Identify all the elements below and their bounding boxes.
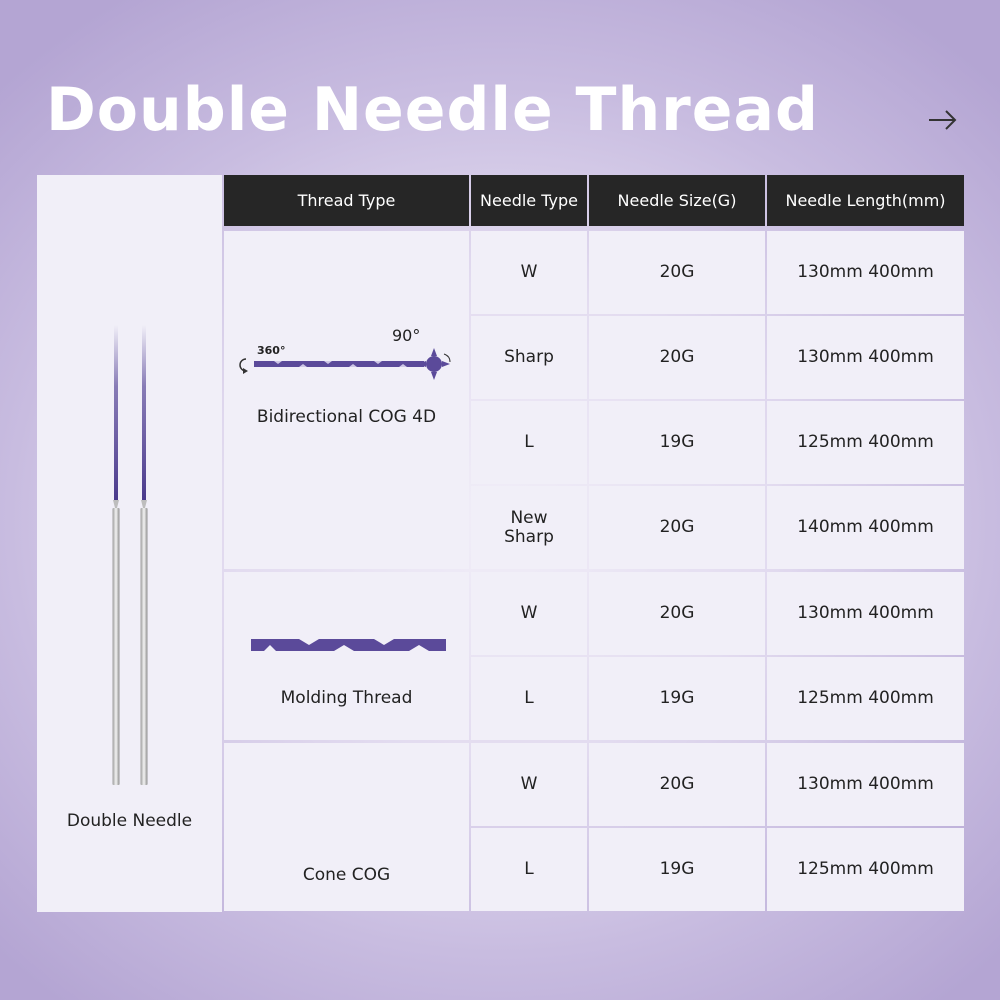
thread-type-label: Cone COG — [302, 865, 391, 885]
needle-type-cell — [471, 401, 587, 484]
arrow-right-icon[interactable] — [928, 108, 958, 132]
needle-length-cell — [767, 657, 964, 740]
angle-label: 90° — [392, 326, 421, 345]
needle-size-cell — [589, 572, 765, 655]
needle-size-cell — [589, 828, 765, 911]
needle-size-cell — [589, 316, 765, 399]
double-needle-label: Double Needle — [66, 811, 193, 831]
needle-length-text: 125mm 400mm — [797, 859, 934, 879]
needle-type-cell — [471, 828, 587, 911]
needle-type-text: W — [520, 603, 538, 623]
thread-type-label: Molding Thread — [280, 688, 413, 708]
needle-length-cell — [767, 828, 964, 911]
page-title: Double Needle Thread — [46, 75, 819, 145]
needle-type-text: W — [520, 774, 538, 794]
needle-size-text: 20G — [659, 517, 695, 537]
cog-4d-thread-diagram — [224, 321, 469, 391]
needle-size-text: 20G — [659, 347, 695, 367]
needle-size-text: 20G — [659, 774, 695, 794]
molding-thread-diagram — [224, 636, 469, 656]
needle-size-text: 19G — [659, 688, 695, 708]
needle-type-text: L — [524, 432, 534, 452]
needle-size-cell — [589, 486, 765, 569]
needle-type-text: W — [520, 262, 538, 282]
thread-type-cell — [224, 743, 469, 911]
needle-size-text: 20G — [659, 603, 695, 623]
thread-type-label: Bidirectional COG 4D — [256, 407, 437, 427]
needle-type-text: New Sharp — [504, 507, 554, 547]
header-needle-size: Needle Size(G) — [589, 175, 765, 226]
needle-type-cell — [471, 657, 587, 740]
needle-type-cell — [471, 231, 587, 314]
needle-length-cell — [767, 231, 964, 314]
needle-length-text: 130mm 400mm — [797, 262, 934, 282]
needle-size-text: 19G — [659, 859, 695, 879]
thread-type-cell — [224, 231, 469, 569]
needle-size-cell — [589, 743, 765, 826]
needle-length-text: 130mm 400mm — [797, 603, 934, 623]
needle-length-cell — [767, 486, 964, 569]
needle-length-text: 140mm 400mm — [797, 517, 934, 537]
needle-type-text: Sharp — [504, 347, 554, 367]
header-needle-type: Needle Type — [471, 175, 587, 226]
needle-length-text: 130mm 400mm — [797, 774, 934, 794]
header-needle-length: Needle Length(mm) — [767, 175, 964, 226]
thread-type-cell — [224, 572, 469, 740]
needle-size-text: 20G — [659, 262, 695, 282]
needle-size-cell — [589, 657, 765, 740]
needle-length-cell — [767, 401, 964, 484]
rotation-label: 360° — [257, 344, 286, 357]
double-needle-panel — [37, 175, 222, 912]
needle-length-text: 125mm 400mm — [797, 688, 934, 708]
needle-size-cell — [589, 401, 765, 484]
needle-size-text: 19G — [659, 432, 695, 452]
needle-length-text: 130mm 400mm — [797, 347, 934, 367]
needle-type-text: L — [524, 688, 534, 708]
needle-length-cell — [767, 316, 964, 399]
needle-type-text: L — [524, 859, 534, 879]
needle-type-cell — [471, 572, 587, 655]
double-needle-image — [37, 175, 222, 912]
needle-type-cell — [471, 743, 587, 826]
needle-type-cell — [471, 316, 587, 399]
needle-size-cell — [589, 231, 765, 314]
header-thread-type: Thread Type — [224, 175, 469, 226]
needle-length-text: 125mm 400mm — [797, 432, 934, 452]
needle-length-cell — [767, 572, 964, 655]
needle-type-cell — [471, 486, 587, 569]
needle-length-cell — [767, 743, 964, 826]
